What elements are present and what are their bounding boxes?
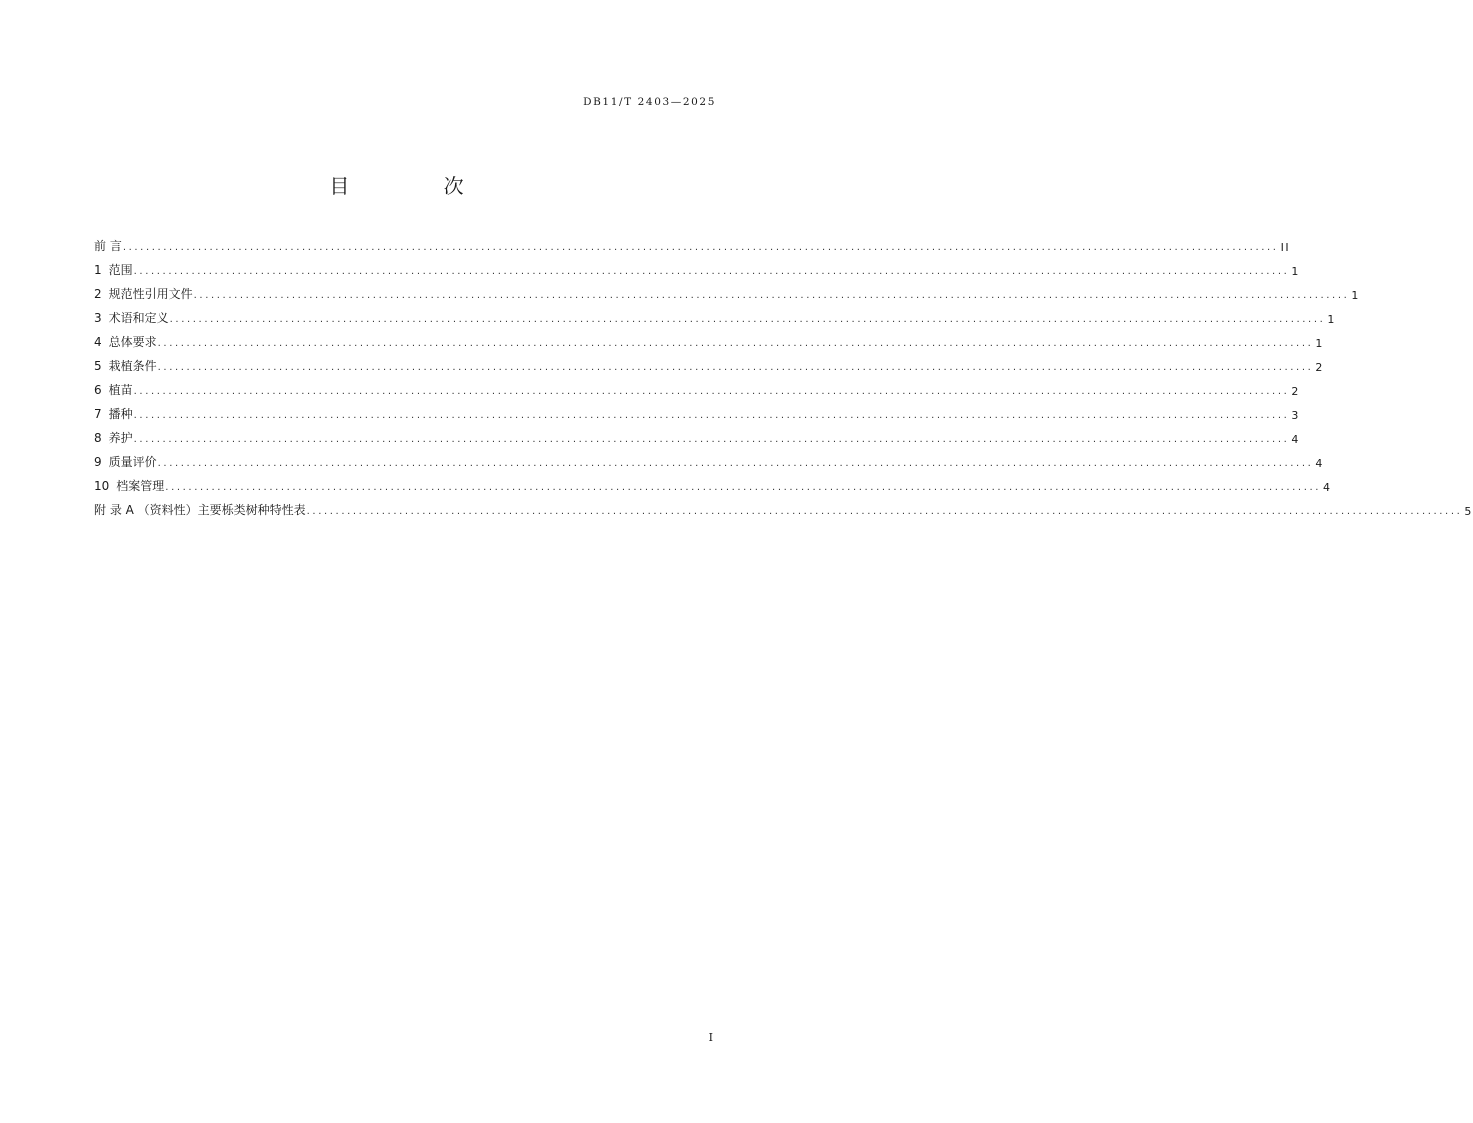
toc-leader-dots: ........................................................................................................................................................................................................ <box>133 410 1290 421</box>
toc-entry-label: 5 栽植条件 <box>94 359 157 373</box>
toc-entry-page: 4 <box>1323 481 1332 494</box>
toc-entry-page: 1 <box>1351 289 1360 302</box>
toc-leader-dots: ........................................................................................................................................................................................................ <box>193 290 1350 301</box>
toc-leader-dots: ........................................................................................................................................................................................................ <box>169 314 1326 325</box>
toc-entry-normative-references[interactable] <box>94 280 1360 304</box>
toc-leader-dots: ........................................................................................................................................................................................................ <box>165 482 1322 493</box>
toc-leader-dots: ........................................................................................................................................................................................................ <box>157 458 1314 469</box>
toc-entry-sowing[interactable] <box>94 400 1300 424</box>
toc-entry-label: 2 规范性引用文件 <box>94 287 193 301</box>
toc-entry-page: 1 <box>1291 265 1300 278</box>
toc-entry-appendix-a[interactable] <box>94 496 1473 520</box>
toc-entry-label: 6 植苗 <box>94 383 133 397</box>
toc-entry-label: 前 言 <box>94 239 122 253</box>
toc-entry-page: 4 <box>1315 457 1324 470</box>
toc-entry-label: 1 范围 <box>94 263 133 277</box>
toc-entry-planting-conditions[interactable] <box>94 352 1324 376</box>
toc-entry-label: 附 录 A （资料性）主要栎类树种特性表 <box>94 503 306 517</box>
toc-title: 目 次 <box>329 174 508 198</box>
toc-entry-page: II <box>1280 241 1291 254</box>
toc-entry-maintenance[interactable] <box>94 424 1300 448</box>
toc-leader-dots: ........................................................................................................................................................................................................ <box>157 362 1314 373</box>
toc-entry-page: 4 <box>1291 433 1300 446</box>
page-number: I <box>708 1031 713 1044</box>
toc-entry-label: 7 播种 <box>94 407 133 421</box>
toc-entry-page: 5 <box>1464 505 1473 518</box>
toc-entry-page: 2 <box>1291 385 1300 398</box>
toc-entry-page: 2 <box>1315 361 1324 374</box>
toc-entry-label: 3 术语和定义 <box>94 311 169 325</box>
toc-leader-dots: ........................................................................................................................................................................................................ <box>133 266 1290 277</box>
toc-leader-dots: ........................................................................................................................................................................................................ <box>133 434 1290 445</box>
toc-entry-archive-management[interactable] <box>94 472 1332 496</box>
toc-entry-page: 3 <box>1291 409 1300 422</box>
toc-leader-dots: ........................................................................................................................................................................................................ <box>133 386 1290 397</box>
toc-entry-page: 1 <box>1327 313 1336 326</box>
toc-leader-dots: ........................................................................................................................................................................................................ <box>306 506 1463 517</box>
toc-entry-general-requirements[interactable] <box>94 328 1324 352</box>
toc-entry-terms-definitions[interactable] <box>94 304 1336 328</box>
table-of-contents <box>94 232 1473 520</box>
toc-entry-page: 1 <box>1315 337 1324 350</box>
toc-entry-scope[interactable] <box>94 256 1300 280</box>
toc-entry-label: 9 质量评价 <box>94 455 157 469</box>
toc-entry-foreword[interactable] <box>94 232 1291 256</box>
toc-entry-seedling-planting[interactable] <box>94 376 1300 400</box>
toc-entry-label: 10 档案管理 <box>94 479 165 493</box>
toc-entry-label: 4 总体要求 <box>94 335 157 349</box>
toc-leader-dots: ........................................................................................................................................................................................................ <box>122 242 1279 253</box>
toc-entry-label: 8 养护 <box>94 431 133 445</box>
toc-entry-quality-evaluation[interactable] <box>94 448 1324 472</box>
document-code: DB11/T 2403—2025 <box>583 96 716 108</box>
toc-leader-dots: ........................................................................................................................................................................................................ <box>157 338 1314 349</box>
